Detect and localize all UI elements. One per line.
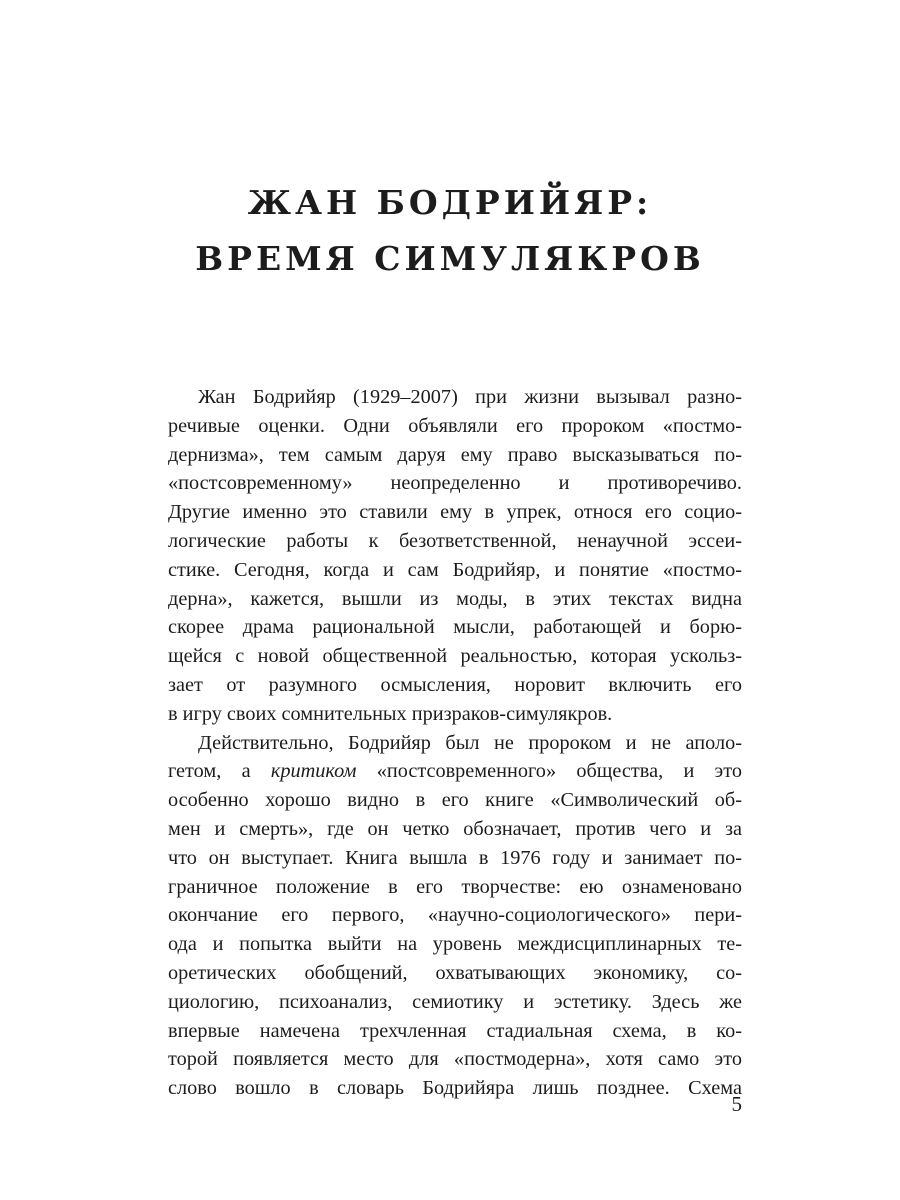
chapter-title	[0, 175, 900, 287]
chapter-title-line-1: ЖАН БОДРИЙЯР:	[247, 183, 653, 222]
text-line: впервые намечена трехчленная стадиальная схема, в ко-	[168, 1019, 742, 1042]
text-line: слово вошло в словарь Бодрийяра лишь позднее. Схема	[168, 1077, 742, 1100]
text-line: в игру своих сомнительных призраков-симулякров.	[168, 702, 613, 725]
text-line: речивые оценки. Одни объявляли его пророком «постмо-	[168, 414, 742, 437]
text-line: что он выступает. Книга вышла в 1976 году и занимает по-	[168, 846, 742, 869]
text-line: Жан Бодрийяр (1929–2007) при жизни вызывал разно-	[198, 386, 742, 408]
text-line: Другие именно это ставили ему в упрек, относя его социо-	[168, 501, 742, 524]
emphasized-word: критиком	[270, 760, 357, 783]
text-line: граничное положение в его творчестве: ею ознаменовано	[168, 875, 742, 898]
text-segment: «постсовременного» общества, и это	[356, 760, 742, 783]
text-line: мен и смерть», где он четко обозначает, против чего и за	[168, 817, 742, 840]
text-line: логические работы к безответственной, ненаучной эссеи-	[168, 529, 742, 552]
text-line: щейся с новой общественной реальностью, которая ускольз-	[168, 645, 742, 668]
body-text	[168, 383, 742, 1103]
text-line: дерна», кажется, вышли из моды, в этих текстах видна	[168, 587, 742, 610]
page-number: 5	[731, 1092, 742, 1116]
text-line: ода и попытка выйти на уровень междисциплинарных те-	[168, 933, 742, 956]
text-line: дернизма», тем самым даруя ему право высказываться по-	[168, 443, 742, 466]
text-line: окончание его первого, «научно-социологического» пери-	[168, 904, 742, 927]
text-line: скорее драма рациональной мысли, работающей и борю-	[168, 616, 742, 639]
text-line: оретических обобщений, охватывающих экономику, со-	[168, 961, 742, 984]
text-line: Действительно, Бодрийяр был не пророком и не аполо-	[198, 731, 742, 754]
text-line-with-emphasis	[168, 757, 742, 786]
chapter-title-line-2: ВРЕМЯ СИМУЛЯКРОВ	[195, 239, 705, 278]
text-line: торой появляется место для «постмодерна», хотя само это	[168, 1048, 742, 1071]
text-line: стике. Сегодня, когда и сам Бодрийяр, и понятие «постмо-	[168, 558, 742, 581]
text-line: циологию, психоанализ, семиотику и эстетику. Здесь же	[168, 990, 742, 1013]
text-line: особенно хорошо видно в его книге «Символический об-	[168, 789, 742, 812]
text-line: зает от разумного осмысления, норовит включить его	[168, 673, 742, 696]
text-line: «постсовременному» неопределенно и противоречиво.	[168, 472, 742, 495]
text-segment: гетом, а	[168, 760, 271, 783]
